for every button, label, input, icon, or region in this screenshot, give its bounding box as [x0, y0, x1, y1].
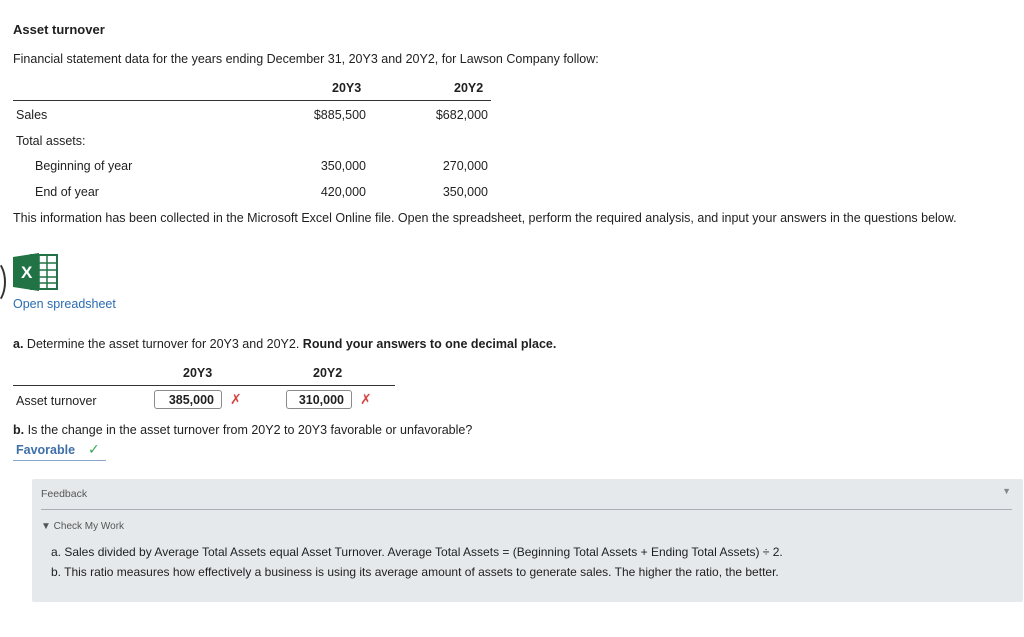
intro-text: Financial statement data for the years ending December 31, 20Y3 and 20Y2, for Lawson Company follow:: [13, 52, 599, 66]
page-title: Asset turnover: [13, 22, 105, 37]
instructions-note: This information has been collected in the Microsoft Excel Online file. Open the spreadsheet, perform the required analysis, and input your answers in the questions below.: [13, 211, 957, 225]
end-20y2: 350,000: [442, 185, 488, 199]
open-spreadsheet-link[interactable]: Open spreadsheet: [13, 297, 116, 311]
sales-20y3: $885,500: [313, 108, 366, 122]
beginning-20y2: 270,000: [442, 159, 488, 173]
check-my-work-toggle[interactable]: ▼ Check My Work: [41, 521, 125, 532]
incorrect-icon: ✗: [230, 391, 242, 407]
feedback-toggle-icon[interactable]: ▼: [1002, 486, 1011, 496]
end-20y3: 420,000: [320, 185, 366, 199]
left-edge-arc: [0, 260, 6, 304]
total-assets-label: Total assets:: [16, 134, 86, 148]
answer-col-header-20y2: 20Y2: [313, 366, 343, 380]
beginning-20y3: 350,000: [320, 159, 366, 173]
question-a: [13, 337, 556, 351]
asset-turnover-20y3-input[interactable]: 385,000: [154, 390, 222, 409]
excel-icon-letter: X: [21, 263, 33, 282]
asset-turnover-20y2-input[interactable]: 310,000: [286, 390, 352, 409]
feedback-panel: [32, 479, 1023, 602]
question-b-prefix: b.: [13, 423, 25, 437]
incorrect-icon: ✗: [360, 391, 372, 407]
table-header-rule: [13, 100, 491, 101]
feedback-divider: [41, 509, 1012, 510]
col-header-20y2: 20Y2: [454, 81, 484, 95]
question-b-text: Is the change in the asset turnover from 20Y2 to 20Y3 favorable or unfavorable?: [27, 423, 473, 437]
correct-icon: ✓: [88, 441, 100, 457]
col-header-20y3: 20Y3: [332, 81, 362, 95]
sales-20y2: $682,000: [435, 108, 488, 122]
dropdown-underline: [13, 460, 106, 461]
end-label: End of year: [35, 185, 99, 199]
question-a-bold-text: Round your answers to one decimal place.: [302, 337, 557, 351]
feedback-line-b: b. This ratio measures how effectively a business is using its average amount of assets to generate sales. The higher the ratio, the better.: [51, 565, 779, 579]
sales-label: Sales: [16, 108, 48, 122]
favorability-dropdown[interactable]: Favorable: [16, 443, 76, 457]
asset-turnover-label: Asset turnover: [16, 394, 97, 408]
answer-header-rule: [13, 385, 395, 386]
answer-col-header-20y3: 20Y3: [183, 366, 213, 380]
feedback-line-a: a. Sales divided by Average Total Assets equal Asset Turnover. Average Total Assets = (Beginning Total Assets + Ending Total Assets) ÷ 2.: [51, 545, 783, 559]
question-b: [13, 423, 472, 437]
question-a-text: Determine the asset turnover for 20Y3 and 20Y2.: [26, 337, 300, 351]
beginning-label: Beginning of year: [35, 159, 133, 173]
question-a-prefix: a.: [13, 337, 24, 351]
excel-icon[interactable]: [13, 253, 59, 291]
feedback-title: Feedback: [41, 488, 88, 500]
